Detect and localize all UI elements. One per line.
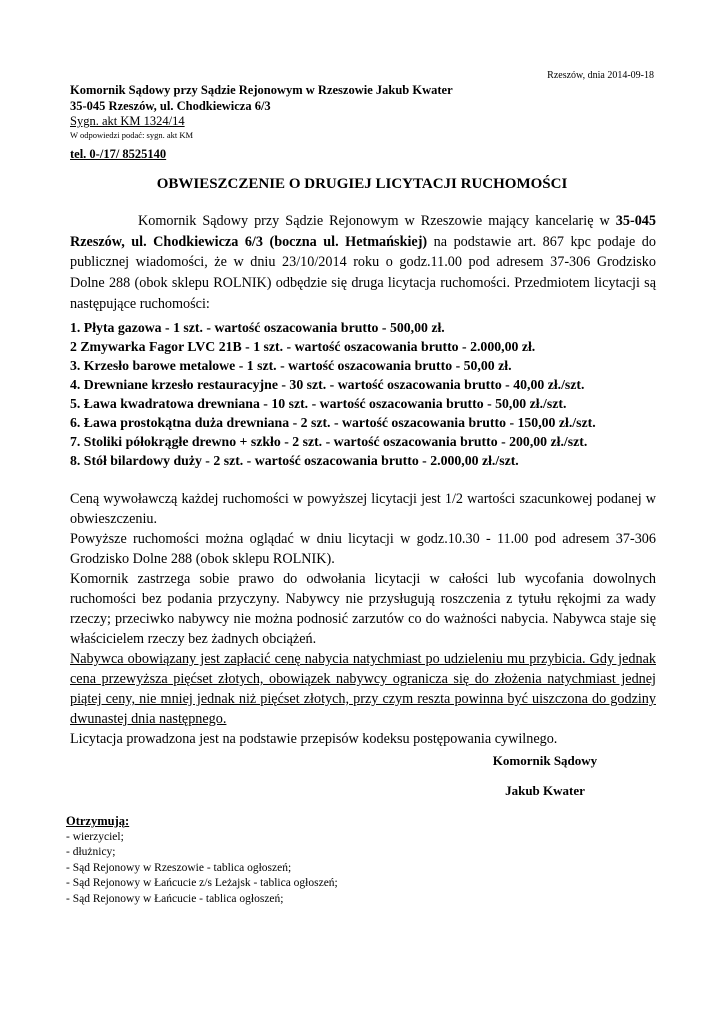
intro-text-2: na podstawie art. 867 kpc podaje do publicznej wiadomości, że w dniu 23/10/2014 roku o godz.11.00 pod adresem 37-306 Grodzisko Dolne 288 (obok sklepu ROLNIK) odbędzie się druga licytacja ruchomości. Przedmiotem licytacji są następujące ruchomości: xyxy=(70,233,656,312)
list-item: 6. Ława prostokątna duża drewniana - 2 szt. - wartość oszacowania brutto - 150,00 zł./szt. xyxy=(70,415,596,430)
payment-paragraph: Nabywca obowiązany jest zapłacić cenę nabycia natychmiast po udzieleniu mu przybicia. Gdy jednak cena przewyższa pięćset złotych, obowiązek nabywcy ogranicza się do złożenia natychmiast jednej piątej ceny, nie mniej jednak niż pięćset złotych, przy czym reszta powinna być uiszczona do godziny dwunastej dnia następnego. xyxy=(70,651,656,727)
intro-paragraph xyxy=(70,211,656,315)
items-list xyxy=(70,318,670,470)
document-date: Rzeszów, dnia 2014-09-18 xyxy=(547,70,654,81)
list-item: - wierzyciel; xyxy=(66,830,124,843)
letterhead xyxy=(70,82,660,162)
case-reference: Sygn. akt KM 1324/14 xyxy=(70,114,185,128)
legal-basis-paragraph: Licytacja prowadzona jest na podstawie przepisów kodeksu postępowania cywilnego. xyxy=(70,731,558,747)
signature-role: Komornik Sądowy xyxy=(492,753,598,768)
list-item: 5. Ława kwadratowa drewniana - 10 szt. - wartość oszacowania brutto - 50,00 zł./szt. xyxy=(70,396,567,411)
list-item: 2 Zmywarka Fagor LVC 21B - 1 szt. - wartość oszacowania brutto - 2.000,00 zł. xyxy=(70,339,536,354)
signature-name: Jakub Kwater xyxy=(505,783,585,798)
list-item: 1. Płyta gazowa - 1 szt. - wartość oszacowania brutto - 500,00 zł. xyxy=(70,320,445,335)
list-item: 4. Drewniane krzesło restauracyjne - 30 szt. - wartość oszacowania brutto - 40,00 zł./szt. xyxy=(70,377,585,392)
recipients xyxy=(66,814,338,908)
phone-number: tel. 0-/17/ 8525140 xyxy=(70,147,167,161)
intro-text-1: Komornik Sądowy przy Sądzie Rejonowym w Rzeszowie mający kancelarię w xyxy=(138,213,616,229)
list-item: 3. Krzesło barowe metalowe - 1 szt. - wartość oszacowania brutto - 50,00 zł. xyxy=(70,358,512,373)
viewing-paragraph: Powyższe ruchomości można oglądać w dniu licytacji w godz.10.30 - 11.00 pod adresem 37-306 Grodzisko Dolne 288 (obok sklepu ROLNIK). xyxy=(70,531,656,567)
reservation-paragraph: Komornik zastrzega sobie prawo do odwołania licytacji w całości lub wycofania dowolnych ruchomości bez podania przyczyny. Nabywcy nie przysługują roszczenia z tytułu rękojmi za wady rzeczy; przeciwko nabywcy nie można podnosić zarzutów co do ważności nabycia. Nabywca staje się właścicielem rzeczy bez żadnych obciążeń. xyxy=(70,571,656,647)
letterhead-office: Komornik Sądowy przy Sądzie Rejonowym w Rzeszowie Jakub Kwater xyxy=(70,83,453,97)
list-item: 8. Stół bilardowy duży - 2 szt. - wartość oszacowania brutto - 2.000,00 zł./szt. xyxy=(70,453,519,468)
list-item: - Sąd Rejonowy w Łańcucie z/s Leżajsk - tablica ogłoszeń; xyxy=(66,877,338,890)
document-title: OBWIESZCZENIE O DRUGIEJ LICYTACJI RUCHOMOŚCI xyxy=(156,176,568,192)
list-item: 7. Stoliki półokrągłe drewno + szkło - 2 szt. - wartość oszacowania brutto - 200,00 zł./szt. xyxy=(70,434,588,449)
list-item: - Sąd Rejonowy w Łańcucie - tablica ogłoszeń; xyxy=(66,892,284,905)
list-item: - Sąd Rejonowy w Rzeszowie - tablica ogłoszeń; xyxy=(66,861,292,874)
terms-section xyxy=(70,489,656,749)
reply-note: W odpowiedzi podać: sygn. akt KM xyxy=(70,130,194,140)
intro-address: 35-045 Rzeszów, ul. Chodkiewicza 6/3 (boczna ul. Hetmańskiej) xyxy=(70,213,656,250)
starting-price-paragraph: Ceną wywoławczą każdej ruchomości w powyższej licytacji jest 1/2 wartości szacunkowej podanej w obwieszczeniu. xyxy=(70,491,656,527)
recipients-heading: Otrzymują: xyxy=(66,814,130,828)
list-item: - dłużnicy; xyxy=(66,846,116,859)
letterhead-address: 35-045 Rzeszów, ul. Chodkiewicza 6/3 xyxy=(70,99,271,113)
